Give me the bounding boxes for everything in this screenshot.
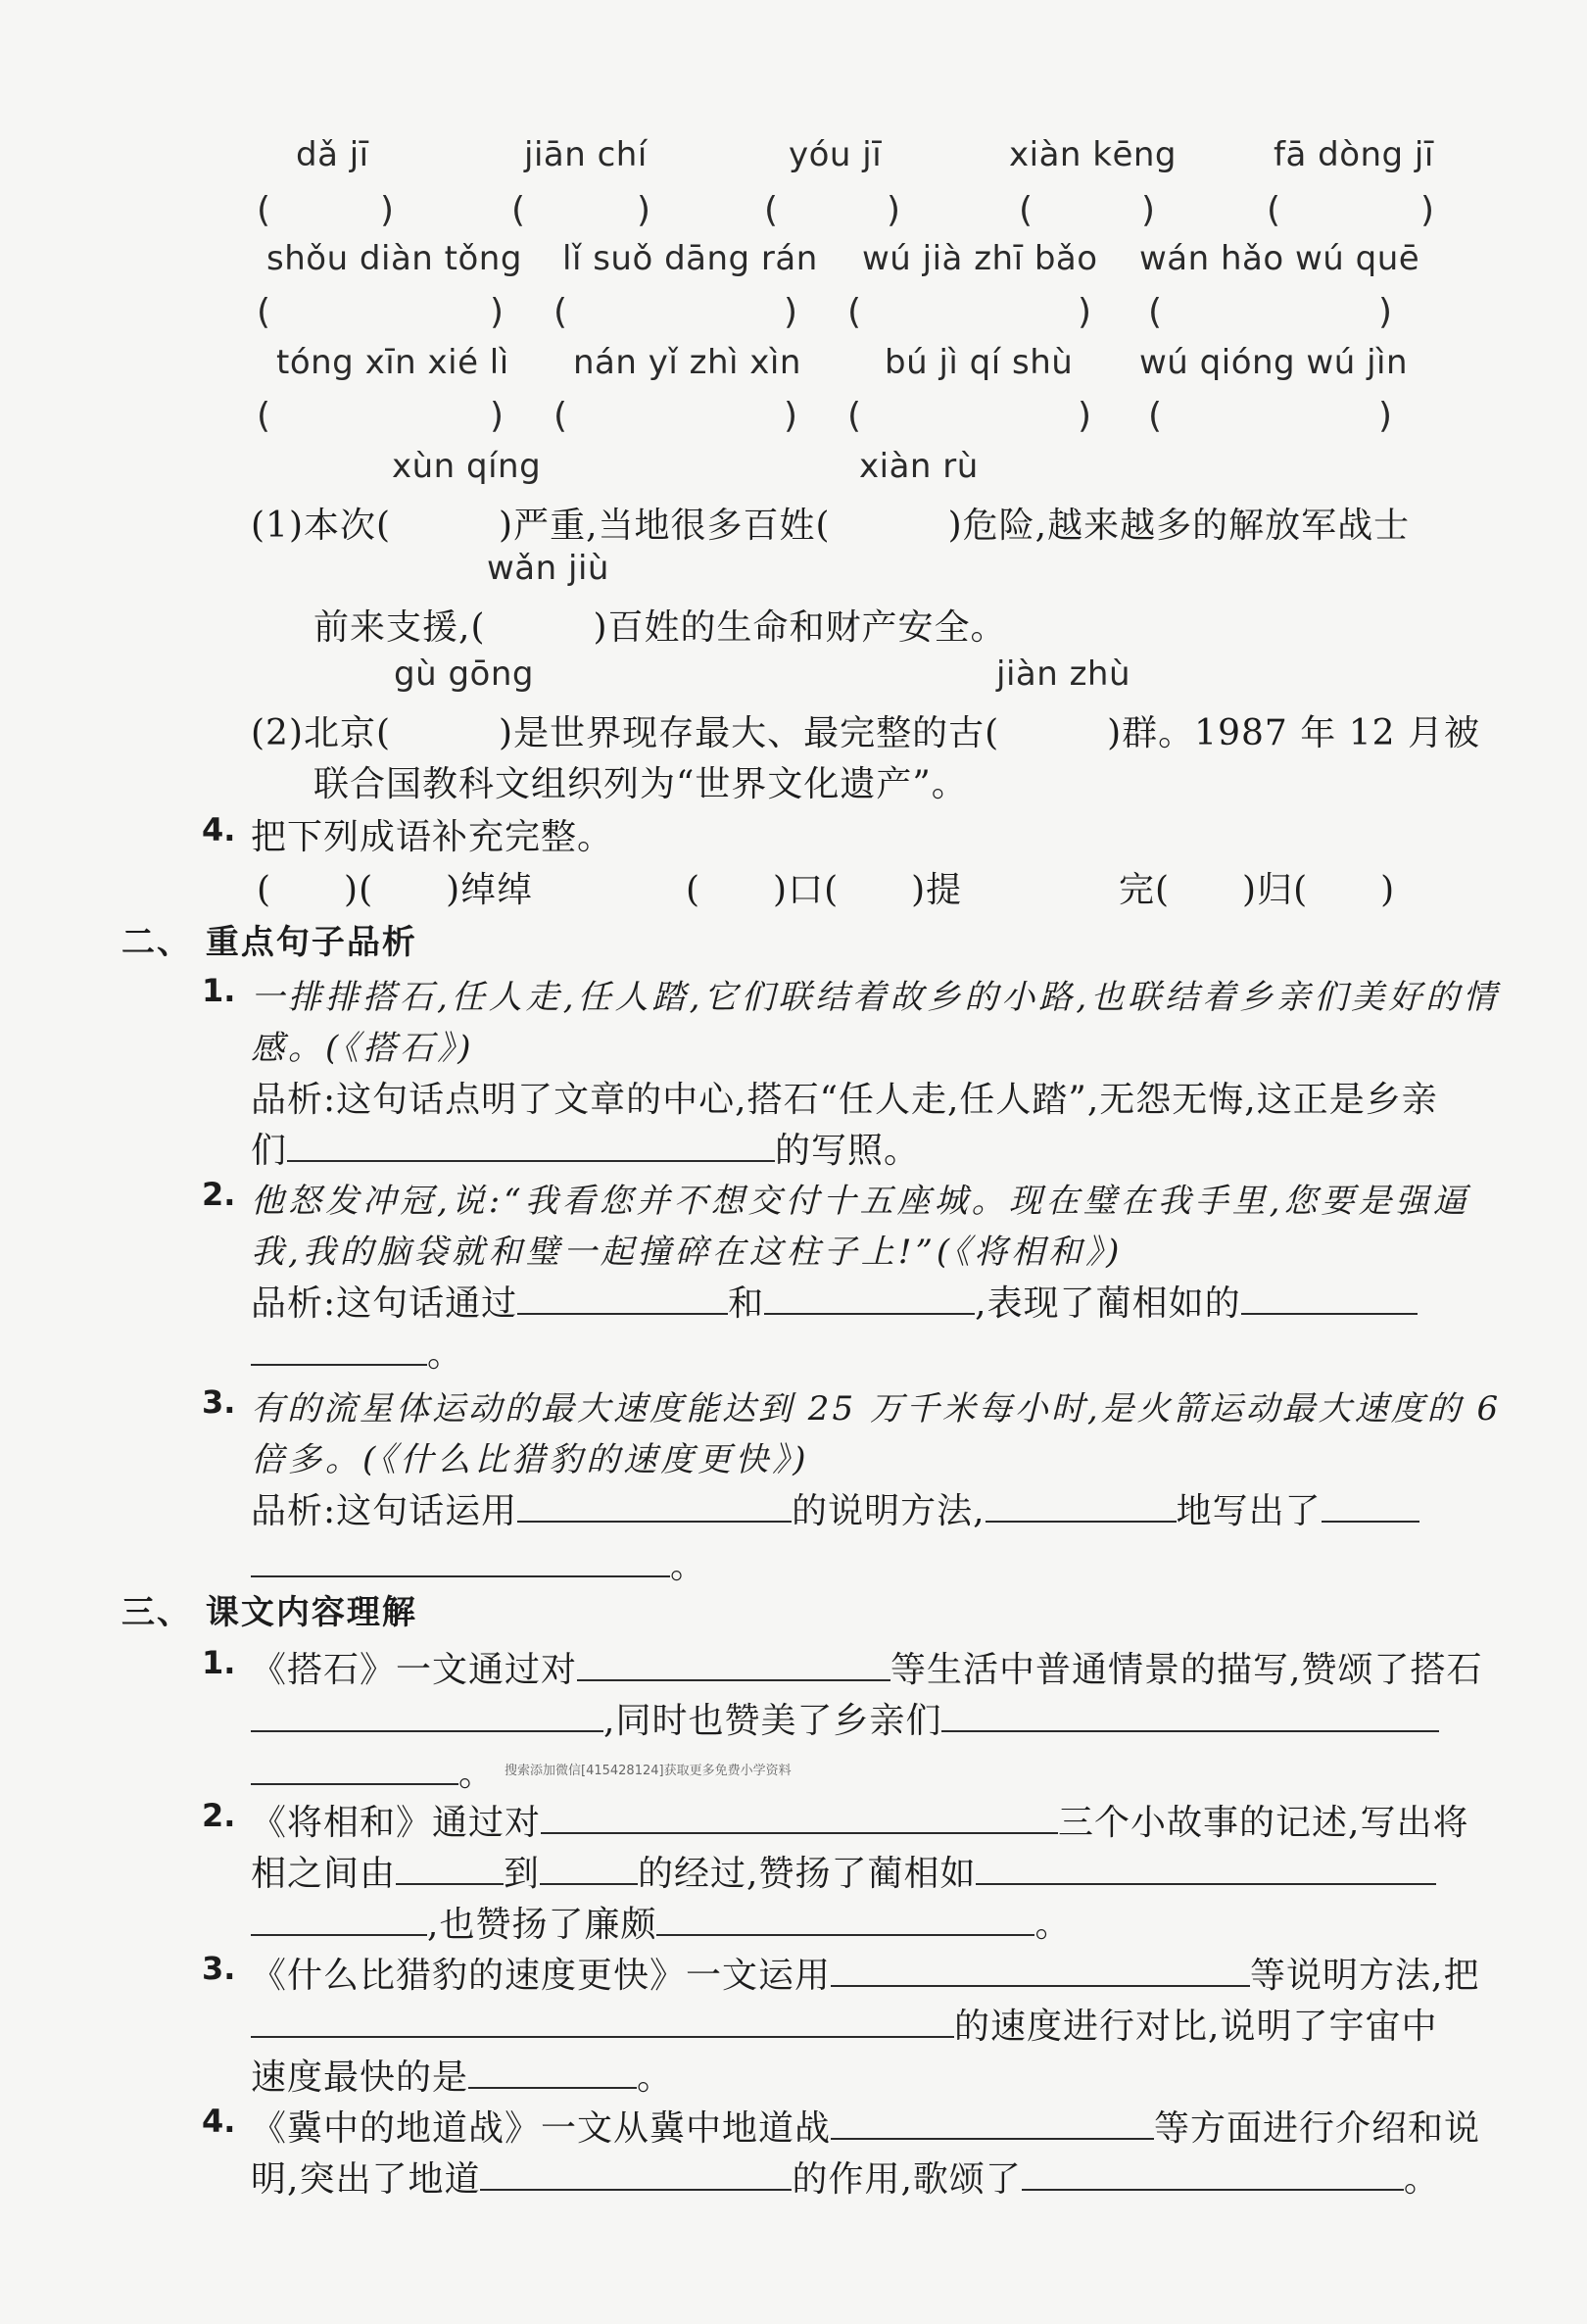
- analysis-line: [251, 1276, 1418, 1326]
- section-title: 二、 重点句子品析: [121, 923, 417, 962]
- question-number: 4.: [202, 811, 236, 848]
- sentence-text: )百姓的生命和财产安全。: [593, 607, 1007, 648]
- pinyin: wǎn jiù: [487, 549, 609, 588]
- question-line: [251, 2152, 1440, 2202]
- sentence-text: (2)北京(: [251, 713, 392, 753]
- answer-box[interactable]: (: [553, 292, 568, 332]
- pinyin: gù gōng: [394, 654, 534, 694]
- answer-box[interactable]: ): [490, 396, 505, 436]
- answer-box[interactable]: (: [847, 396, 862, 436]
- answer-blank[interactable]: [517, 1287, 728, 1315]
- pinyin: jiàn zhù: [996, 654, 1131, 694]
- answer-blank[interactable]: [480, 2163, 792, 2191]
- answer-box[interactable]: ): [784, 396, 798, 436]
- analysis-text: 品析:这句话通过: [251, 1283, 518, 1324]
- answer-box[interactable]: ): [887, 190, 901, 230]
- question-text: ,同时也赞美了乡亲们: [603, 1701, 942, 1741]
- pinyin: wú qióng wú jìn: [1139, 343, 1409, 382]
- answer-blank[interactable]: [986, 1495, 1177, 1523]
- pinyin: jiān chí: [524, 135, 648, 174]
- answer-box[interactable]: (: [511, 190, 526, 230]
- quote-text: 我,我的脑袋就和璧一起撞碎在这柱子上!”(《将相和》): [251, 1233, 1124, 1272]
- analysis-text: 的写照。: [775, 1131, 921, 1171]
- question-line: [251, 1746, 495, 1796]
- answer-box[interactable]: (: [257, 190, 271, 230]
- pinyin: fā dòng jī: [1274, 135, 1434, 174]
- answer-blank[interactable]: [396, 1858, 504, 1885]
- answer-box[interactable]: ): [380, 190, 395, 230]
- answer-blank[interactable]: [251, 1909, 427, 1936]
- question-text: 等方面进行介绍和说: [1154, 2108, 1481, 2149]
- answer-blank[interactable]: [831, 2112, 1154, 2140]
- question-line: [251, 1795, 1468, 1845]
- answer-box[interactable]: (: [257, 396, 271, 436]
- sentence-text: )严重,当地很多百姓(: [499, 506, 831, 546]
- sentence-text: )是世界现存最大、最完整的古(: [499, 713, 1000, 753]
- sentence-line: 联合国教科文组织列为“世界文化遗产”。: [313, 764, 968, 804]
- question-line: [251, 1948, 1479, 1998]
- question-text: 。: [458, 1754, 496, 1794]
- answer-box[interactable]: ): [637, 190, 651, 230]
- idiom-blank[interactable]: ( )( )绰绰: [257, 870, 534, 910]
- sentence-line: [313, 600, 1007, 650]
- question-text: 《将相和》通过对: [251, 1803, 542, 1843]
- answer-blank[interactable]: [831, 1960, 1250, 1987]
- analysis-line: [251, 1538, 706, 1588]
- question-text: 。: [1403, 2159, 1440, 2200]
- answer-blank[interactable]: [251, 2010, 954, 2038]
- analysis-text: ,表现了蔺相如的: [975, 1283, 1241, 1324]
- pinyin: lǐ suǒ dāng rán: [562, 239, 818, 278]
- analysis-text: 。: [670, 1546, 707, 1586]
- question-number: 3.: [202, 1950, 236, 1987]
- answer-blank[interactable]: [251, 1338, 427, 1366]
- answer-blank[interactable]: [1241, 1287, 1418, 1315]
- analysis-text: 。: [427, 1334, 464, 1375]
- answer-blank[interactable]: [1322, 1495, 1419, 1523]
- question-number: 2.: [202, 1797, 236, 1834]
- answer-blank[interactable]: [287, 1135, 775, 1162]
- answer-blank[interactable]: [251, 1705, 603, 1732]
- answer-box[interactable]: (: [1148, 292, 1163, 332]
- pinyin: shǒu diàn tǒng: [266, 239, 522, 278]
- answer-box[interactable]: (: [847, 292, 862, 332]
- answer-blank[interactable]: [251, 1550, 670, 1577]
- pinyin: wú jià zhī bǎo: [862, 239, 1098, 278]
- answer-blank[interactable]: [517, 1495, 792, 1523]
- answer-blank[interactable]: [468, 2061, 637, 2089]
- answer-blank[interactable]: [1022, 2163, 1404, 2191]
- sentence-text: )群。1987 年 12 月被: [1107, 713, 1480, 753]
- question-text: 等说明方法,把: [1250, 1956, 1480, 1996]
- question-number: 1.: [202, 1644, 236, 1681]
- answer-box[interactable]: (: [764, 190, 779, 230]
- answer-box[interactable]: (: [1019, 190, 1034, 230]
- watermark: 搜索添加微信[415428124]获取更多免费小学资料: [505, 1764, 792, 1778]
- question-line: [251, 1846, 1436, 1896]
- pinyin: bú jì qí shù: [885, 343, 1074, 382]
- question-text: 明,突出了地道: [251, 2159, 481, 2200]
- question-prompt: 把下列成语补充完整。: [251, 817, 614, 857]
- analysis-line: [251, 1123, 920, 1173]
- question-text: 《冀中的地道战》一文从冀中地道战: [251, 2108, 832, 2149]
- question-line: [251, 1999, 1437, 2049]
- quote-text: 有的流星体运动的最大速度能达到 25 万千米每小时,是火箭运动最大速度的 6: [251, 1389, 1502, 1428]
- question-text: 。: [1034, 1905, 1072, 1945]
- question-number: 3.: [202, 1383, 236, 1421]
- quote-text: 倍多。(《什么比猎豹的速度更快》): [251, 1440, 810, 1479]
- answer-blank[interactable]: [941, 1705, 1439, 1732]
- answer-box[interactable]: ): [1078, 396, 1092, 436]
- question-text: 等生活中普通情景的描写,赞颂了搭石: [890, 1650, 1483, 1690]
- answer-box[interactable]: (: [257, 292, 271, 332]
- analysis-line: [251, 1327, 463, 1377]
- idiom-blank[interactable]: ( )口( )提: [686, 870, 963, 910]
- pinyin: dǎ jī: [296, 135, 369, 174]
- answer-box[interactable]: (: [553, 396, 568, 436]
- analysis-text: 地写出了: [1176, 1491, 1322, 1531]
- answer-box[interactable]: ): [1378, 396, 1393, 436]
- question-line: [251, 1642, 1482, 1692]
- question-text: 的经过,赞扬了蔺相如: [638, 1854, 977, 1894]
- analysis-line: [251, 1483, 1419, 1533]
- analysis-text: 品析:这句话点明了文章的中心,搭石“任人走,任人踏”,无怨无悔,这正是乡亲: [251, 1080, 1438, 1120]
- answer-box[interactable]: ): [1378, 292, 1393, 332]
- answer-box[interactable]: (: [1148, 396, 1163, 436]
- question-text: 相之间由: [251, 1854, 397, 1894]
- sentence-text: 前来支援,(: [313, 607, 486, 648]
- answer-blank[interactable]: [976, 1858, 1436, 1885]
- section-title: 三、 课文内容理解: [121, 1593, 417, 1632]
- quote-text: 一排排搭石,任人走,任人踏,它们联结着故乡的小路,也联结着乡亲们美好的情: [251, 978, 1501, 1017]
- sentence-line: [251, 498, 1410, 548]
- answer-blank[interactable]: [540, 1858, 638, 1885]
- question-line: [251, 2050, 673, 2100]
- pinyin: xùn qíng: [392, 447, 542, 486]
- answer-blank[interactable]: [577, 1654, 890, 1681]
- answer-blank[interactable]: [541, 1807, 1058, 1834]
- pinyin: tóng xīn xié lì: [276, 343, 509, 382]
- pinyin: yóu jī: [789, 135, 883, 174]
- question-text: 的速度进行对比,说明了宇宙中: [954, 2007, 1438, 2047]
- question-number: 1.: [202, 972, 236, 1009]
- analysis-text: 们: [251, 1131, 288, 1171]
- question-line: [251, 1897, 1071, 1947]
- answer-blank[interactable]: [656, 1909, 1034, 1936]
- question-text: 到: [504, 1854, 541, 1894]
- analysis-text: 品析:这句话运用: [251, 1491, 518, 1531]
- answer-blank[interactable]: [251, 1758, 458, 1785]
- question-text: 。: [637, 2058, 674, 2098]
- question-text: ,也赞扬了廉颇: [427, 1905, 657, 1945]
- pinyin: nán yǐ zhì xìn: [573, 343, 801, 382]
- sentence-text: )危险,越来越多的解放军战士: [947, 506, 1411, 546]
- answer-box[interactable]: ): [1141, 190, 1156, 230]
- pinyin: xiàn kēng: [1009, 135, 1177, 174]
- question-text: 《什么比猎豹的速度更快》一文运用: [251, 1956, 832, 1996]
- question-text: 三个小故事的记述,写出将: [1058, 1803, 1469, 1843]
- question-text: 的作用,歌颂了: [792, 2159, 1022, 2200]
- answer-box[interactable]: ): [784, 292, 798, 332]
- quote-text: 感。(《搭石》): [251, 1029, 475, 1068]
- question-text: 《搭石》一文通过对: [251, 1650, 578, 1690]
- quote-text: 他怒发冲冠,说:“我看您并不想交付十五座城。现在璧在我手里,您要是强逼: [251, 1182, 1470, 1221]
- answer-box[interactable]: ): [490, 292, 505, 332]
- question-number: 4.: [202, 2103, 236, 2140]
- question-line: [251, 2101, 1480, 2151]
- pinyin: xiàn rù: [859, 447, 979, 486]
- answer-box[interactable]: ): [1078, 292, 1092, 332]
- question-line: [251, 1693, 1439, 1743]
- idiom-blank[interactable]: 完( )归( ): [1119, 870, 1396, 910]
- analysis-text: 的说明方法,: [792, 1491, 986, 1531]
- question-text: 速度最快的是: [251, 2058, 469, 2098]
- question-number: 2.: [202, 1176, 236, 1213]
- analysis-text: 和: [728, 1283, 765, 1324]
- answer-box[interactable]: (: [1267, 190, 1281, 230]
- answer-blank[interactable]: [764, 1287, 975, 1315]
- sentence-text: (1)本次(: [251, 506, 392, 546]
- answer-box[interactable]: ): [1420, 190, 1435, 230]
- sentence-line: [251, 705, 1480, 755]
- pinyin: wán hǎo wú quē: [1139, 239, 1420, 278]
